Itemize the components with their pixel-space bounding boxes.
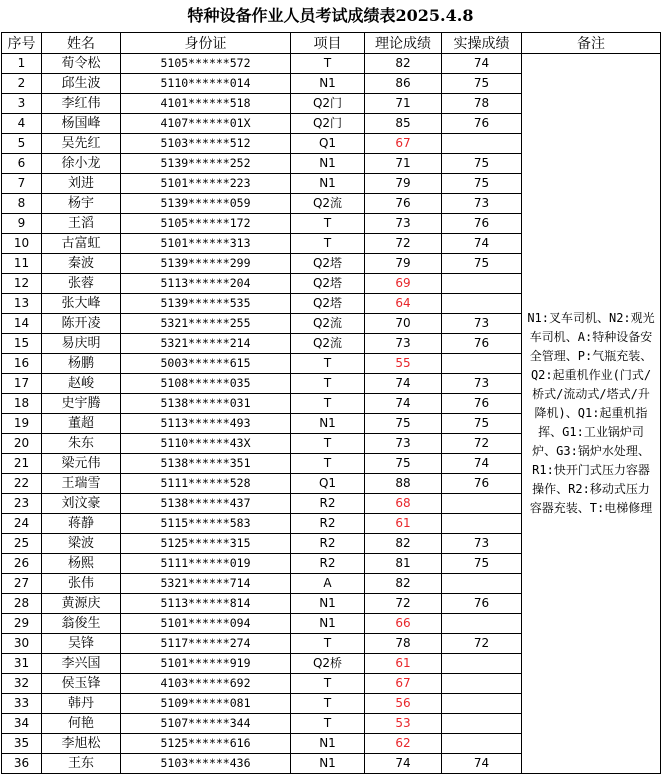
cell-theory-score: 88 [365,474,442,494]
cell-theory-score: 74 [365,754,442,774]
cell-name: 荀令松 [42,54,121,74]
cell-name: 李旭松 [42,734,121,754]
cell-practical-score [442,694,522,714]
cell-theory-score: 73 [365,434,442,454]
header-note: 备注 [522,33,661,54]
cell-practical-score: 76 [442,594,522,614]
cell-item: Q2门 [291,114,365,134]
cell-id-number: 5138******437 [121,494,291,514]
cell-practical-score: 72 [442,434,522,454]
cell-item: T [291,674,365,694]
cell-name: 王瑞雪 [42,474,121,494]
cell-theory-score: 78 [365,634,442,654]
cell-no: 16 [2,354,42,374]
cell-theory-score: 73 [365,334,442,354]
cell-id-number: 4101******518 [121,94,291,114]
cell-id-number: 5115******583 [121,514,291,534]
cell-no: 7 [2,174,42,194]
cell-no: 4 [2,114,42,134]
cell-name: 吴先红 [42,134,121,154]
cell-no: 14 [2,314,42,334]
cell-item: T [291,54,365,74]
cell-theory-score: 64 [365,294,442,314]
score-table [1,32,661,774]
cell-practical-score [442,134,522,154]
cell-practical-score: 76 [442,114,522,134]
cell-no: 24 [2,514,42,534]
cell-no: 20 [2,434,42,454]
cell-theory-score: 81 [365,554,442,574]
cell-item: Q2塔 [291,274,365,294]
cell-name: 何艳 [42,714,121,734]
cell-theory-score: 82 [365,574,442,594]
cell-no: 6 [2,154,42,174]
cell-practical-score [442,714,522,734]
cell-theory-score: 75 [365,414,442,434]
header-no: 序号 [2,33,42,54]
cell-name: 邱生波 [42,74,121,94]
cell-id-number: 5103******512 [121,134,291,154]
cell-no: 10 [2,234,42,254]
cell-name: 吴锋 [42,634,121,654]
cell-practical-score [442,574,522,594]
cell-practical-score: 76 [442,394,522,414]
cell-theory-score: 66 [365,614,442,634]
cell-theory-score: 82 [365,54,442,74]
cell-theory-score: 73 [365,214,442,234]
cell-theory-score: 82 [365,534,442,554]
cell-theory-score: 61 [365,514,442,534]
cell-no: 1 [2,54,42,74]
cell-item: Q2塔 [291,294,365,314]
cell-no: 8 [2,194,42,214]
cell-id-number: 5111******528 [121,474,291,494]
cell-name: 蒋静 [42,514,121,534]
header-practical: 实操成绩 [442,33,522,54]
cell-id-number: 5110******43X [121,434,291,454]
cell-id-number: 5117******274 [121,634,291,654]
cell-id-number: 5113******814 [121,594,291,614]
cell-id-number: 5108******035 [121,374,291,394]
cell-item: Q2流 [291,334,365,354]
cell-theory-score: 61 [365,654,442,674]
cell-theory-score: 70 [365,314,442,334]
cell-no: 3 [2,94,42,114]
cell-practical-score [442,274,522,294]
cell-id-number: 5103******436 [121,754,291,774]
cell-name: 刘汶豪 [42,494,121,514]
cell-id-number: 5125******315 [121,534,291,554]
cell-id-number: 5139******252 [121,154,291,174]
cell-practical-score: 72 [442,634,522,654]
cell-name: 翁俊生 [42,614,121,634]
cell-id-number: 5105******572 [121,54,291,74]
cell-no: 18 [2,394,42,414]
cell-no: 29 [2,614,42,634]
cell-name: 韩丹 [42,694,121,714]
cell-practical-score: 75 [442,554,522,574]
cell-practical-score: 76 [442,334,522,354]
cell-item: Q2流 [291,314,365,334]
cell-practical-score: 75 [442,254,522,274]
cell-item: T [291,694,365,714]
cell-theory-score: 71 [365,154,442,174]
cell-item: Q1 [291,134,365,154]
cell-practical-score [442,614,522,634]
cell-no: 12 [2,274,42,294]
cell-practical-score [442,734,522,754]
cell-name: 杨鹏 [42,354,121,374]
cell-theory-score: 85 [365,114,442,134]
cell-no: 11 [2,254,42,274]
cell-name: 李兴国 [42,654,121,674]
cell-no: 9 [2,214,42,234]
cell-item: T [291,374,365,394]
cell-practical-score: 74 [442,454,522,474]
cell-theory-score: 79 [365,174,442,194]
cell-item: R2 [291,494,365,514]
cell-item: T [291,234,365,254]
cell-id-number: 5107******344 [121,714,291,734]
cell-name: 张大峰 [42,294,121,314]
cell-id-number: 5139******535 [121,294,291,314]
cell-item: N1 [291,734,365,754]
cell-practical-score: 73 [442,534,522,554]
cell-no: 33 [2,694,42,714]
cell-item: T [291,434,365,454]
cell-practical-score: 76 [442,214,522,234]
cell-practical-score: 74 [442,754,522,774]
cell-name: 黄源庆 [42,594,121,614]
cell-item: Q2桥 [291,654,365,674]
cell-no: 21 [2,454,42,474]
cell-item: N1 [291,614,365,634]
cell-id-number: 5105******172 [121,214,291,234]
cell-no: 36 [2,754,42,774]
cell-no: 34 [2,714,42,734]
cell-id-number: 5101******223 [121,174,291,194]
cell-no: 13 [2,294,42,314]
cell-item: R2 [291,554,365,574]
cell-id-number: 5321******214 [121,334,291,354]
cell-item: N1 [291,594,365,614]
cell-item: Q1 [291,474,365,494]
cell-no: 25 [2,534,42,554]
cell-id-number: 5113******493 [121,414,291,434]
header-item: 项目 [291,33,365,54]
cell-theory-score: 67 [365,134,442,154]
cell-name: 梁元伟 [42,454,121,474]
cell-id-number: 5101******313 [121,234,291,254]
cell-practical-score: 75 [442,74,522,94]
cell-practical-score: 78 [442,94,522,114]
cell-practical-score [442,674,522,694]
sheet-title: 特种设备作业人员考试成绩表2025.4.8 [187,6,474,25]
cell-no: 26 [2,554,42,574]
cell-id-number: 5111******019 [121,554,291,574]
cell-no: 2 [2,74,42,94]
cell-id-number: 5138******031 [121,394,291,414]
cell-no: 5 [2,134,42,154]
cell-item: T [291,214,365,234]
cell-no: 31 [2,654,42,674]
cell-name: 李红伟 [42,94,121,114]
cell-item: N1 [291,414,365,434]
cell-item: Q2塔 [291,254,365,274]
cell-name: 刘进 [42,174,121,194]
note-cell: N1:叉车司机、N2:观光车司机、A:特种设备安全管理、P:气瓶充装、Q2:起重机作业(门式/桥式/流动式/塔式/升降机)、Q1:起重机指挥、G1:工业锅炉司炉、G3:锅炉水处理、R1:快开门式压力容器操作、R2:移动式压力容器充装、T:电梯修理 [522,54,661,774]
cell-theory-score: 86 [365,74,442,94]
cell-id-number: 5139******059 [121,194,291,214]
cell-practical-score [442,354,522,374]
cell-no: 28 [2,594,42,614]
cell-id-number: 5003******615 [121,354,291,374]
header-theory: 理论成绩 [365,33,442,54]
cell-name: 杨宇 [42,194,121,214]
cell-item: N1 [291,154,365,174]
header-name: 姓名 [42,33,121,54]
header-row [2,33,661,54]
cell-name: 王滔 [42,214,121,234]
cell-theory-score: 67 [365,674,442,694]
cell-name: 王东 [42,754,121,774]
cell-practical-score: 75 [442,414,522,434]
cell-name: 史宇腾 [42,394,121,414]
cell-theory-score: 71 [365,94,442,114]
cell-item: N1 [291,754,365,774]
cell-id-number: 5125******616 [121,734,291,754]
cell-name: 董超 [42,414,121,434]
cell-id-number: 5321******255 [121,314,291,334]
cell-name: 古富虹 [42,234,121,254]
cell-name: 杨熙 [42,554,121,574]
cell-theory-score: 72 [365,594,442,614]
cell-id-number: 5101******919 [121,654,291,674]
cell-theory-score: 55 [365,354,442,374]
cell-item: T [291,634,365,654]
cell-id-number: 5138******351 [121,454,291,474]
cell-practical-score: 73 [442,194,522,214]
cell-practical-score: 75 [442,174,522,194]
cell-no: 19 [2,414,42,434]
cell-id-number: 4103******692 [121,674,291,694]
cell-name: 梁波 [42,534,121,554]
cell-no: 35 [2,734,42,754]
cell-practical-score [442,294,522,314]
cell-item: T [291,394,365,414]
header-id: 身份证 [121,33,291,54]
cell-id-number: 5101******094 [121,614,291,634]
cell-id-number: 5113******204 [121,274,291,294]
cell-name: 杨国峰 [42,114,121,134]
cell-practical-score: 74 [442,54,522,74]
cell-practical-score: 74 [442,234,522,254]
cell-name: 秦波 [42,254,121,274]
cell-no: 23 [2,494,42,514]
cell-id-number: 5139******299 [121,254,291,274]
cell-item: R2 [291,514,365,534]
cell-theory-score: 62 [365,734,442,754]
cell-practical-score: 73 [442,314,522,334]
cell-item: A [291,574,365,594]
cell-practical-score: 76 [442,474,522,494]
cell-theory-score: 56 [365,694,442,714]
cell-theory-score: 79 [365,254,442,274]
cell-name: 朱东 [42,434,121,454]
cell-no: 32 [2,674,42,694]
cell-theory-score: 69 [365,274,442,294]
cell-theory-score: 74 [365,394,442,414]
cell-no: 27 [2,574,42,594]
cell-practical-score: 75 [442,154,522,174]
cell-name: 张伟 [42,574,121,594]
cell-item: T [291,354,365,374]
cell-theory-score: 76 [365,194,442,214]
cell-id-number: 5109******081 [121,694,291,714]
cell-no: 17 [2,374,42,394]
cell-name: 侯玉锋 [42,674,121,694]
cell-no: 22 [2,474,42,494]
cell-item: Q2门 [291,94,365,114]
cell-item: T [291,454,365,474]
cell-item: Q2流 [291,194,365,214]
cell-no: 30 [2,634,42,654]
cell-theory-score: 72 [365,234,442,254]
table-row [2,54,661,74]
cell-practical-score [442,494,522,514]
cell-id-number: 4107******01X [121,114,291,134]
cell-name: 陈开凌 [42,314,121,334]
cell-practical-score: 73 [442,374,522,394]
cell-name: 赵峻 [42,374,121,394]
cell-no: 15 [2,334,42,354]
cell-id-number: 5321******714 [121,574,291,594]
cell-theory-score: 75 [365,454,442,474]
cell-id-number: 5110******014 [121,74,291,94]
cell-item: T [291,714,365,734]
cell-name: 易庆明 [42,334,121,354]
cell-name: 徐小龙 [42,154,121,174]
cell-item: R2 [291,534,365,554]
cell-practical-score [442,514,522,534]
cell-theory-score: 74 [365,374,442,394]
cell-theory-score: 53 [365,714,442,734]
cell-practical-score [442,654,522,674]
cell-item: N1 [291,74,365,94]
cell-theory-score: 68 [365,494,442,514]
cell-item: N1 [291,174,365,194]
cell-name: 张蓉 [42,274,121,294]
